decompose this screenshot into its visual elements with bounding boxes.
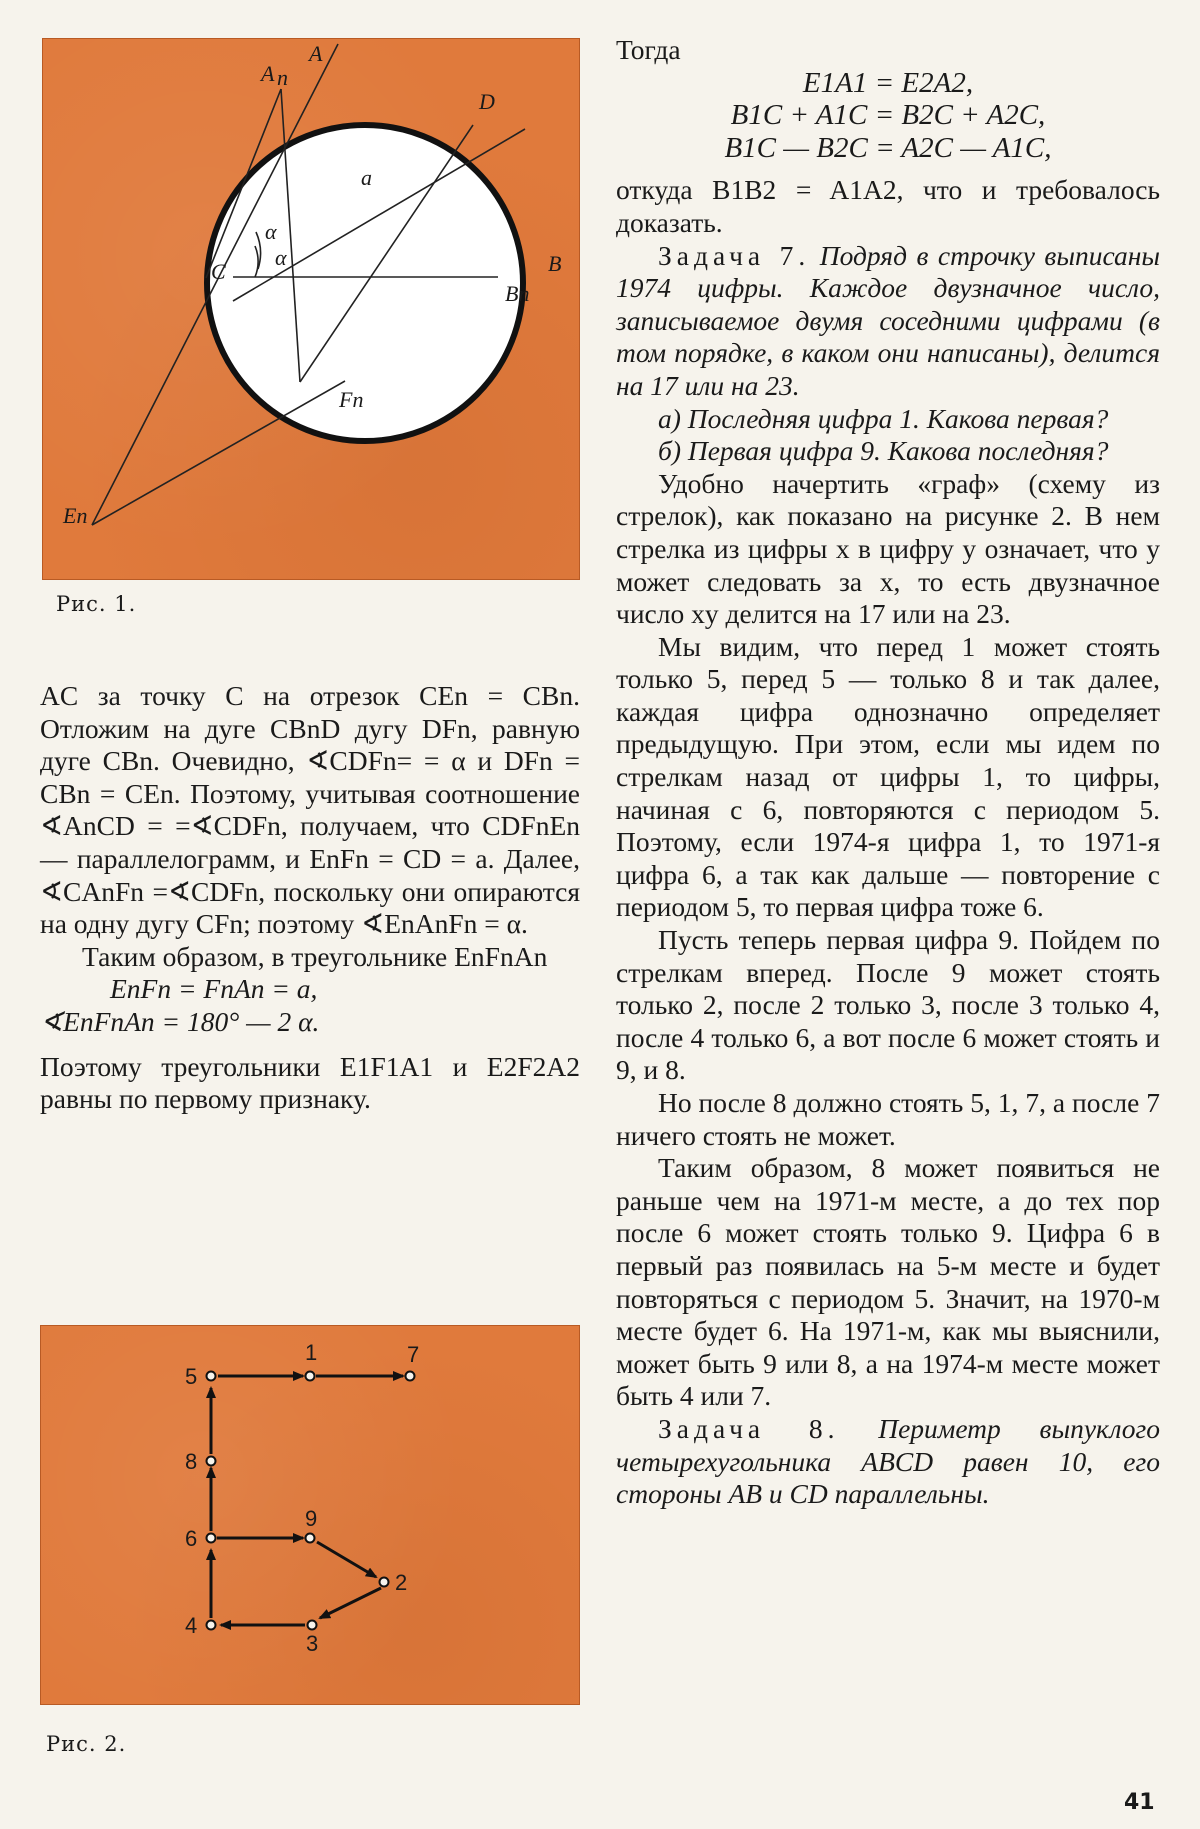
label-fn: Fn — [339, 387, 364, 412]
left-paragraph-1: AC за точку C на отрезок CEn = CBn. Отложим на дуге CBnD дугу DFn, равную дуге CBn. Очевидно, ∢CDFn= = α и DFn = CBn = CEn. Поэтому, учитывая соотношение ∢AnCD = =∢CDFn, получаем, что CDFnEn — параллелограмм, и EnFn = CD = a. Далее, ∢CAnFn =∢CDFn, поскольку они опираются на одну дугу CFn; поэтому ∢EnAnFn = α. — [40, 680, 580, 940]
left-column — [40, 680, 580, 1116]
right-paragraph-thus: Таким образом, 8 может появиться не раньше чем на 1971-м месте, а до тех пор после 6 может стоять только 9. Цифра 6 в первый раз появилась на 5-м месте и будет повторяться с периодом 5. Значит, на 1970-м месте будет 6. На 1971-м, как мы выяснили, может быть 9 или 8, а на 1974-м месте может быть 4 или 7. — [616, 1152, 1160, 1412]
figure-2-graph — [41, 1326, 579, 1704]
node-label-9: 9 — [305, 1506, 318, 1531]
node-label-6: 6 — [185, 1526, 198, 1551]
task-7-text: Подряд в строчку выписаны 1974 цифры. Каждое двузначное число, записываемое двумя соседними цифрами (в том порядке, в каком они написаны), делится на 17 или на 23. — [616, 239, 1160, 401]
node-7 — [406, 1372, 415, 1381]
right-paragraph-nine: Пусть теперь первая цифра 9. Пойдем по стрелкам вперед. После 9 может стоять только 2, после 2 только 3, после 3 только 4, после 4 только 6, а вот после 6 может стоять и 9, и 8. — [616, 924, 1160, 1086]
right-equation-1: E1A1 = E2A2, — [802, 66, 974, 99]
left-equation-1: EnFn = FnAn = a, — [110, 973, 318, 1005]
node-6 — [207, 1534, 216, 1543]
right-conclusion: откуда B1B2 = A1A2, что и требовалось доказать. — [616, 174, 1160, 238]
figure-2 — [40, 1325, 580, 1705]
right-equation-2: B1C + A1C = B2C + A2C, — [730, 99, 1046, 132]
node-label-3: 3 — [306, 1631, 319, 1656]
task-7-label: Задача 7. — [658, 239, 811, 271]
node-3 — [308, 1621, 317, 1630]
task-8 — [616, 1413, 1160, 1511]
node-9 — [306, 1534, 315, 1543]
label-alpha-1: α — [265, 219, 277, 244]
right-paragraph-see: Мы видим, что перед 1 может стоять только 5, перед 5 — только 8 и так далее, каждая цифра однозначно определяет предыдущую. При этом, если мы идем по стрелкам назад от цифры 1, то цифры, начиная с 6, повторяются с периодом 5. Поэтому, если 1974-я цифра 1, то 1971-я цифра 6, а так как дальше — повторение с периодом 5, то первая цифра тоже 6. — [616, 630, 1160, 923]
label-b: B — [548, 251, 562, 276]
node-5 — [207, 1372, 216, 1381]
task-7-a: а) Последняя цифра 1. Какова первая? — [658, 402, 1109, 434]
right-paragraph-graph: Удобно начертить «граф» (схему из стрелок), как показано на рисунке 2. В нем стрелка из цифры x в цифру y означает, что y может следовать за x, то есть двузначное число xy делится на 17 или на 23. — [616, 467, 1160, 630]
label-en: En — [63, 503, 88, 528]
arrow-2-3 — [320, 1588, 381, 1618]
task-8-label: Задача 8. — [658, 1412, 840, 1444]
left-paragraph-3: Поэтому треугольники E1F1A1 и E2F2A2 равны по первому признаку. — [40, 1050, 580, 1115]
task-7 — [616, 240, 1160, 403]
right-paragraph-eight: Но после 8 должно стоять 5, 1, 7, а после 7 ничего стоять не может. — [616, 1087, 1160, 1151]
right-equation-3: B1C — B2C = A2C — A1C, — [724, 131, 1052, 164]
label-a: A — [309, 41, 323, 66]
label-an: A — [261, 61, 275, 86]
node-1 — [306, 1372, 315, 1381]
page-number: 41 — [1124, 1790, 1155, 1815]
right-intro: Тогда — [616, 34, 681, 65]
node-8 — [207, 1457, 216, 1466]
node-label-5: 5 — [185, 1364, 198, 1389]
task-8-text: Периметр выпуклого четырехугольника ABCD равен 10, его стороны AB и CD параллельны. — [616, 1412, 1161, 1510]
node-label-8: 8 — [185, 1449, 198, 1474]
figure-1 — [42, 38, 580, 580]
left-equation-2: ∢EnFnAn = 180° — 2 α. — [40, 1005, 320, 1037]
label-c: C — [211, 259, 226, 284]
figure-2-caption: Рис. 2. — [46, 1732, 127, 1756]
label-bn: Bn — [505, 281, 530, 306]
arrow-9-2 — [317, 1542, 376, 1577]
label-alpha-2: α — [275, 245, 287, 270]
node-label-2: 2 — [395, 1570, 408, 1595]
left-paragraph-2: Таким образом, в треугольнике EnFnAn — [82, 940, 548, 972]
node-label-4: 4 — [185, 1613, 198, 1638]
figure-1-caption: Рис. 1. — [56, 592, 137, 616]
figure-1-diagram — [43, 39, 579, 579]
label-an-sub: n — [277, 65, 288, 90]
line-en-fn — [92, 381, 345, 525]
label-seg-a: a — [361, 165, 372, 190]
label-d: D — [479, 89, 495, 114]
node-label-7: 7 — [407, 1342, 420, 1367]
node-4 — [207, 1621, 216, 1630]
task-7-b: б) Первая цифра 9. Какова последняя? — [658, 435, 1109, 467]
node-label-1: 1 — [305, 1340, 318, 1365]
right-column — [616, 34, 1160, 1511]
node-2 — [380, 1578, 389, 1587]
